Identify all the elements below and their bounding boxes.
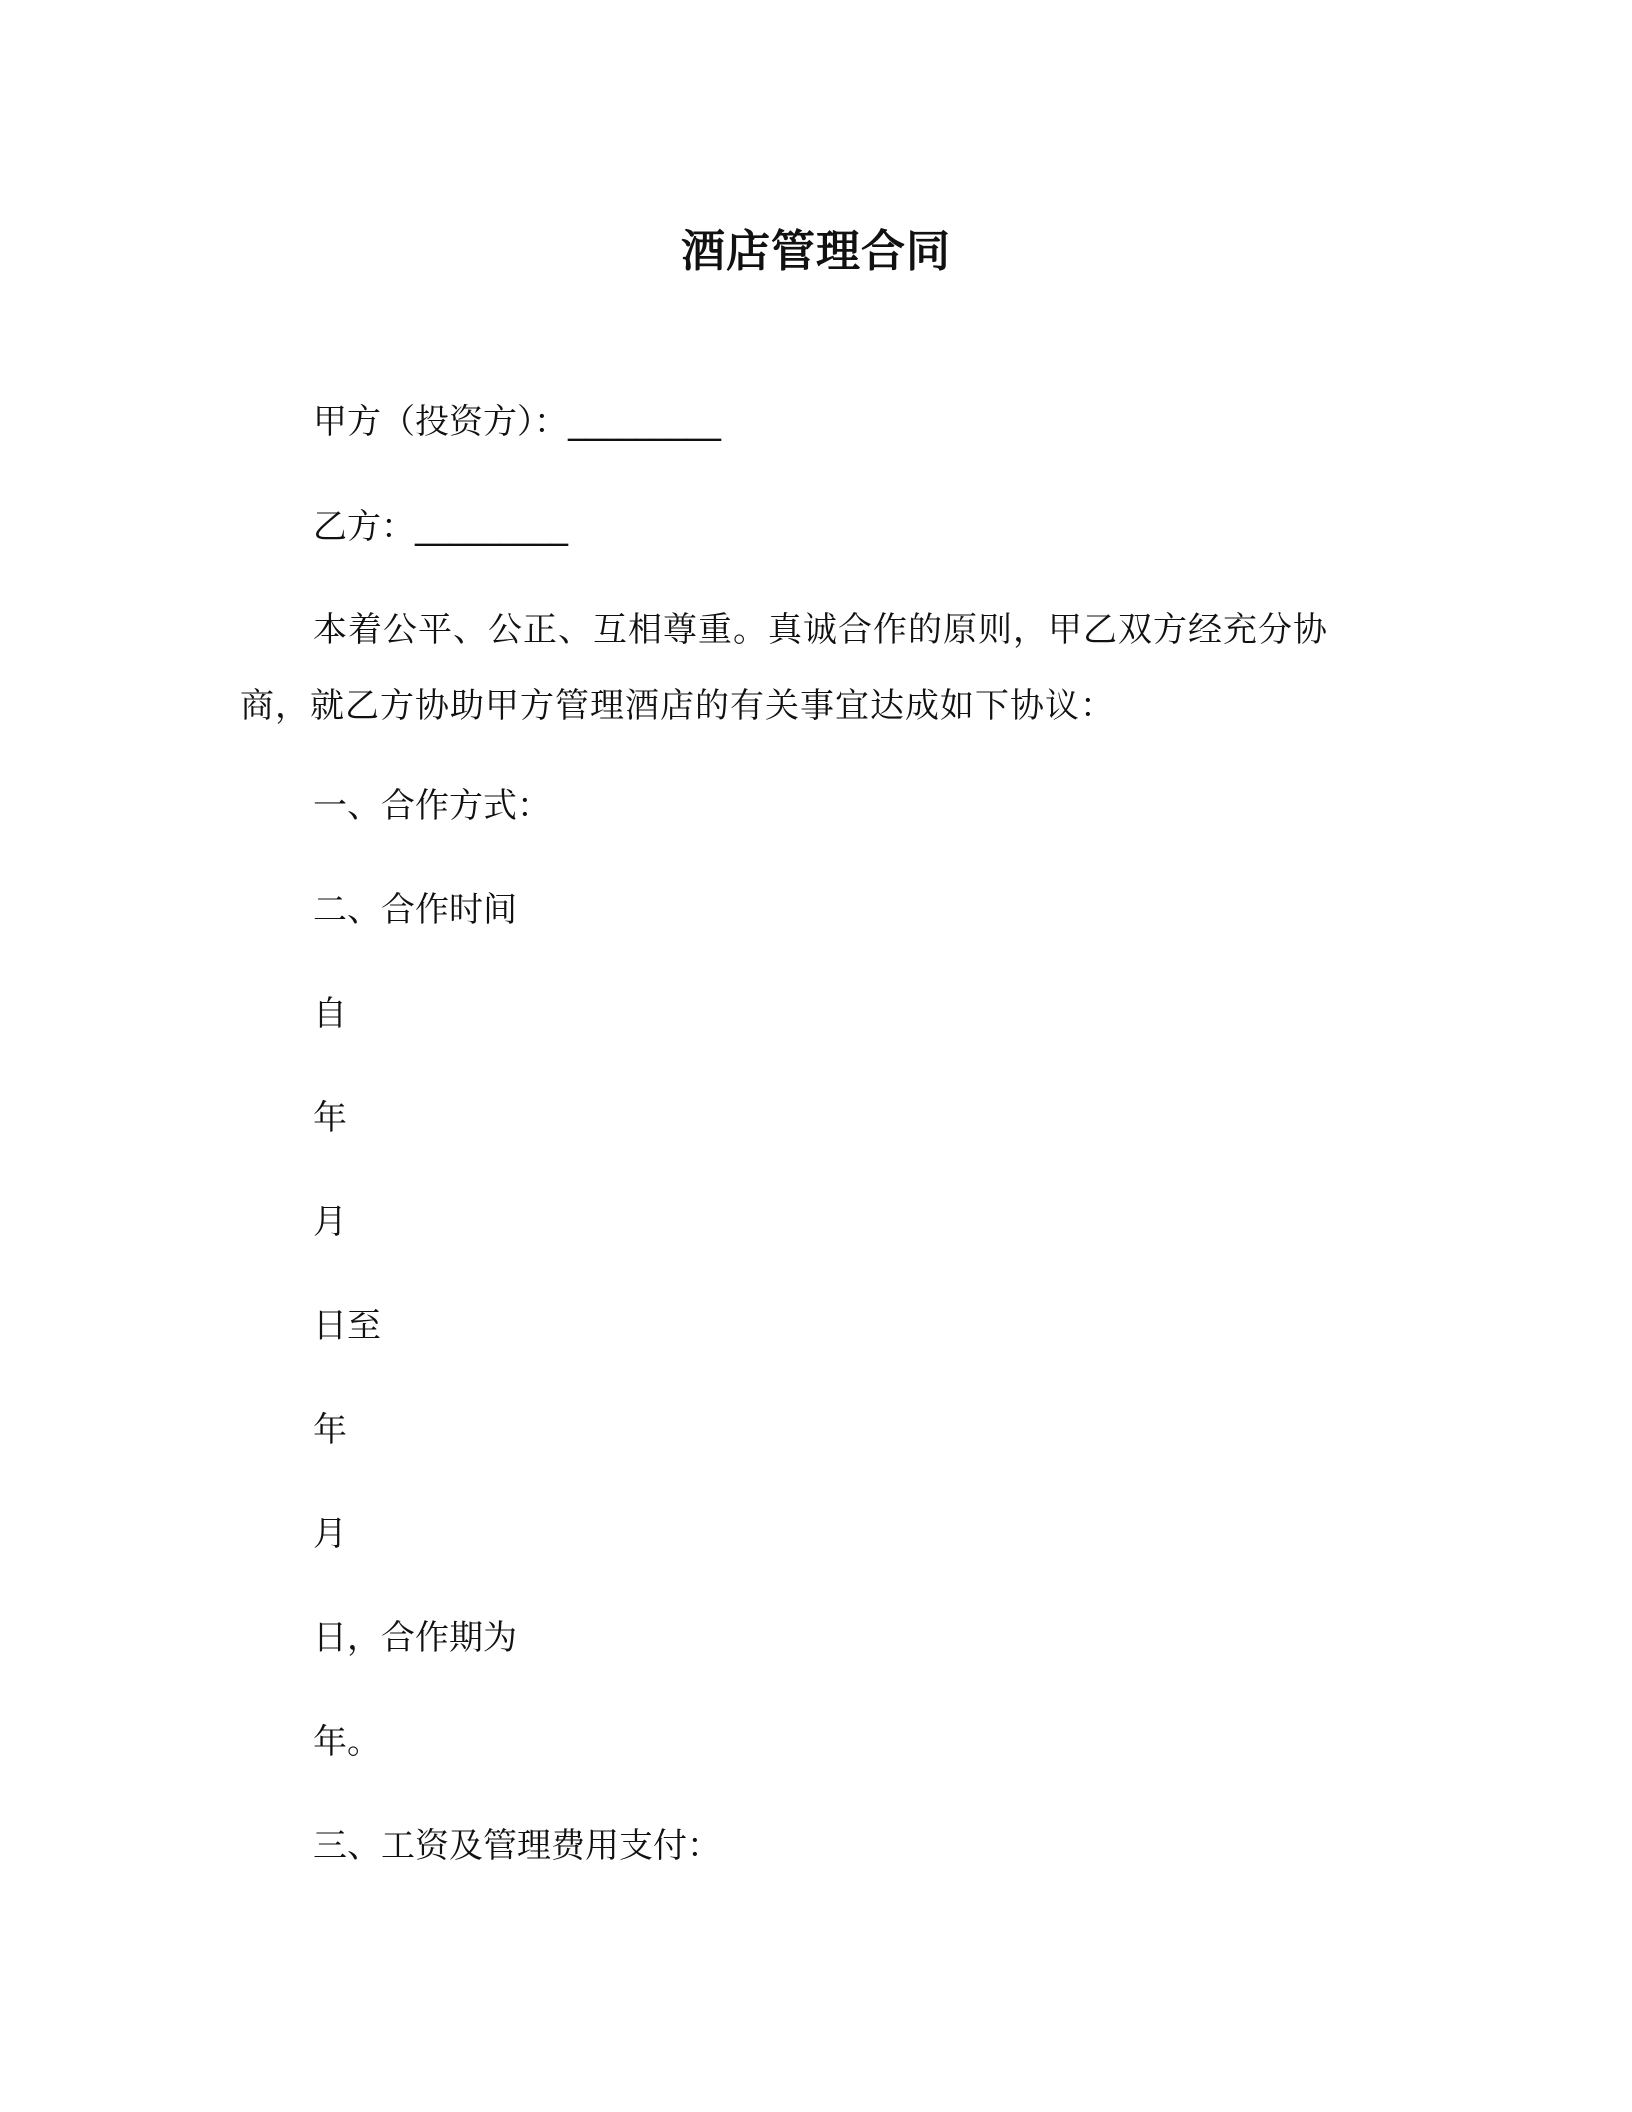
section-heading-3: 三、工资及管理费用支付：: [313, 1826, 721, 1866]
term-line: 月: [313, 1514, 347, 1554]
party-b-line: 乙方：_________: [313, 507, 568, 547]
term-line: 月: [313, 1202, 347, 1242]
intro-paragraph: 本着公平、公正、互相尊重。真诚合作的原则，甲乙双方经充分协商，就乙方协助甲方管理酒店的有关事宜达成如下协议：: [240, 610, 1328, 726]
term-line: 日，合作期为: [313, 1618, 517, 1658]
term-line: 日至: [313, 1306, 381, 1346]
section-heading-2: 二、合作时间: [313, 890, 517, 930]
term-line: 年: [313, 1410, 347, 1450]
section-heading-1: 一、合作方式：: [313, 786, 551, 826]
term-line: 年。: [313, 1722, 381, 1762]
document-title: 酒店管理合同: [681, 226, 951, 277]
term-line: 年: [313, 1098, 347, 1138]
party-a-line: 甲方（投资方）：_________: [313, 402, 721, 442]
term-line: 自: [313, 994, 347, 1034]
